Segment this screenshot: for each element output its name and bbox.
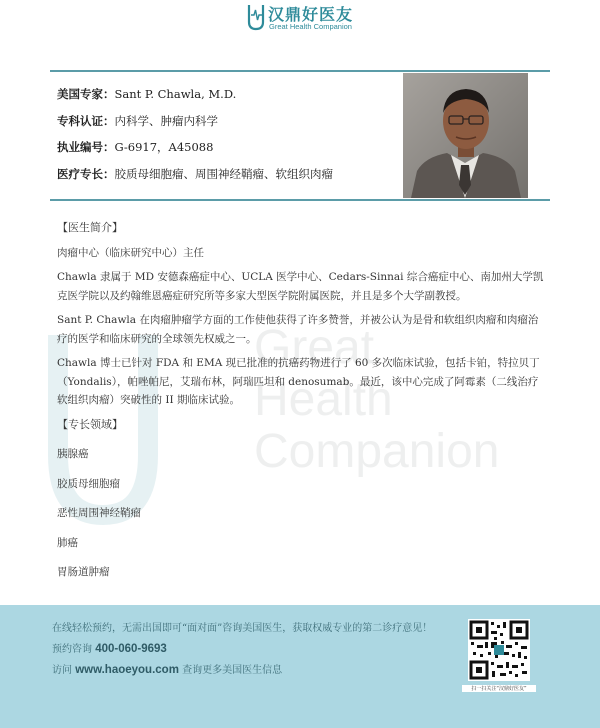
expert-row: [57, 86, 397, 113]
phone-label: 预约咨询: [52, 644, 96, 655]
qr-code[interactable]: [468, 619, 530, 681]
logo-name-cn: 汉鼎好医友: [268, 5, 354, 24]
logo-mark-icon: [246, 2, 266, 32]
divider-bottom: [50, 199, 550, 201]
license-value: G-6917，A45088: [114, 140, 214, 154]
license-label: 执业编号：: [57, 140, 115, 154]
watermark-text-great: Great: [254, 321, 375, 374]
specialty-row: [57, 166, 397, 193]
expertise-item: 胰腺癌: [57, 448, 89, 460]
visit-label: 访问: [52, 665, 76, 676]
expert-label: 美国专家：: [57, 87, 115, 101]
specialty-value: 胶质母细胞瘤、周围神经鞘瘤、软组织肉瘤: [114, 166, 333, 181]
doctor-portrait-icon: [403, 73, 528, 198]
watermark-text-health: Health: [254, 373, 393, 426]
visit-suffix: 查询更多美国医生信息: [178, 665, 283, 676]
header: [0, 0, 600, 40]
bio-paragraph-trials: Chawla 博士已针对 FDA 和 EMA 现已批准的抗癌药物进行了 60 多次临床试验，包括卡铂，特拉贝丁（Yondalis），帕唑帕尼，艾瑞布林，阿瑞匹坦和 denosumab。最近，该中心完成了阿霉素（二线治疗软组织肉瘤）突破性的 II 期临床试验。: [57, 357, 540, 406]
main-content: [57, 219, 547, 582]
footer-phone-line: [52, 640, 167, 655]
expertise-item: 胶质母细胞瘤: [57, 477, 120, 490]
doctor-photo: [403, 73, 528, 198]
footer-website-line: [52, 661, 282, 676]
profile-info: [57, 86, 397, 192]
expertise-item: 肺癌: [57, 536, 78, 549]
footer: [0, 605, 600, 728]
certification-label: 专科认证：: [57, 113, 115, 128]
expert-name: Sant P. Chawla, M.D.: [114, 87, 237, 101]
qr-caption: 扫一扫关注“汉鼎好医友”: [462, 685, 536, 692]
logo-name-en: Great Health Companion: [269, 22, 352, 31]
bio-paragraph-recognition: Sant P. Chawla 在肉瘤肿瘤学方面的工作使他获得了许多赞誉，并被公认为是骨和软组织肉瘤和肉瘤治疗的医学和临床研究的全球领先权威之一。: [57, 314, 539, 345]
website-link[interactable]: www.haoeyou.com: [75, 664, 179, 676]
phone-number-link[interactable]: 400-060-9693: [95, 643, 167, 655]
expertise-section-title: 【专长领域】: [57, 417, 123, 431]
qr-code-icon: [468, 619, 530, 681]
bio-section-title: 【医生简介】: [57, 221, 123, 234]
expertise-item: 胃肠道肿瘤: [57, 566, 110, 578]
divider-top: [50, 70, 550, 72]
certification-row: [57, 113, 397, 140]
footer-promo-text: 在线轻松预约，无需出国即可“面对面”咨询美国医生，获取权威专业的第二诊疗意见！: [52, 623, 433, 634]
bio-title-line: 肉瘤中心（临床研究中心）主任: [57, 246, 204, 259]
license-row: [57, 139, 397, 166]
expertise-item: 恶性周围神经鞘瘤: [57, 507, 141, 519]
bio-paragraph-affiliations: Chawla 隶属于 MD 安德森癌症中心、UCLA 医学中心、Cedars-Sinnai 综合癌症中心、南加州大学凯克医学院以及约翰维恩癌症研究所等多家大型医学院附属医院，并且是多个大学副教授。: [57, 271, 544, 302]
specialty-label: 医疗专长：: [57, 166, 115, 181]
certification-value: 内科学、肿瘤内科学: [114, 113, 218, 128]
logo[interactable]: [246, 2, 356, 36]
watermark-text-companion: Companion: [254, 425, 500, 478]
